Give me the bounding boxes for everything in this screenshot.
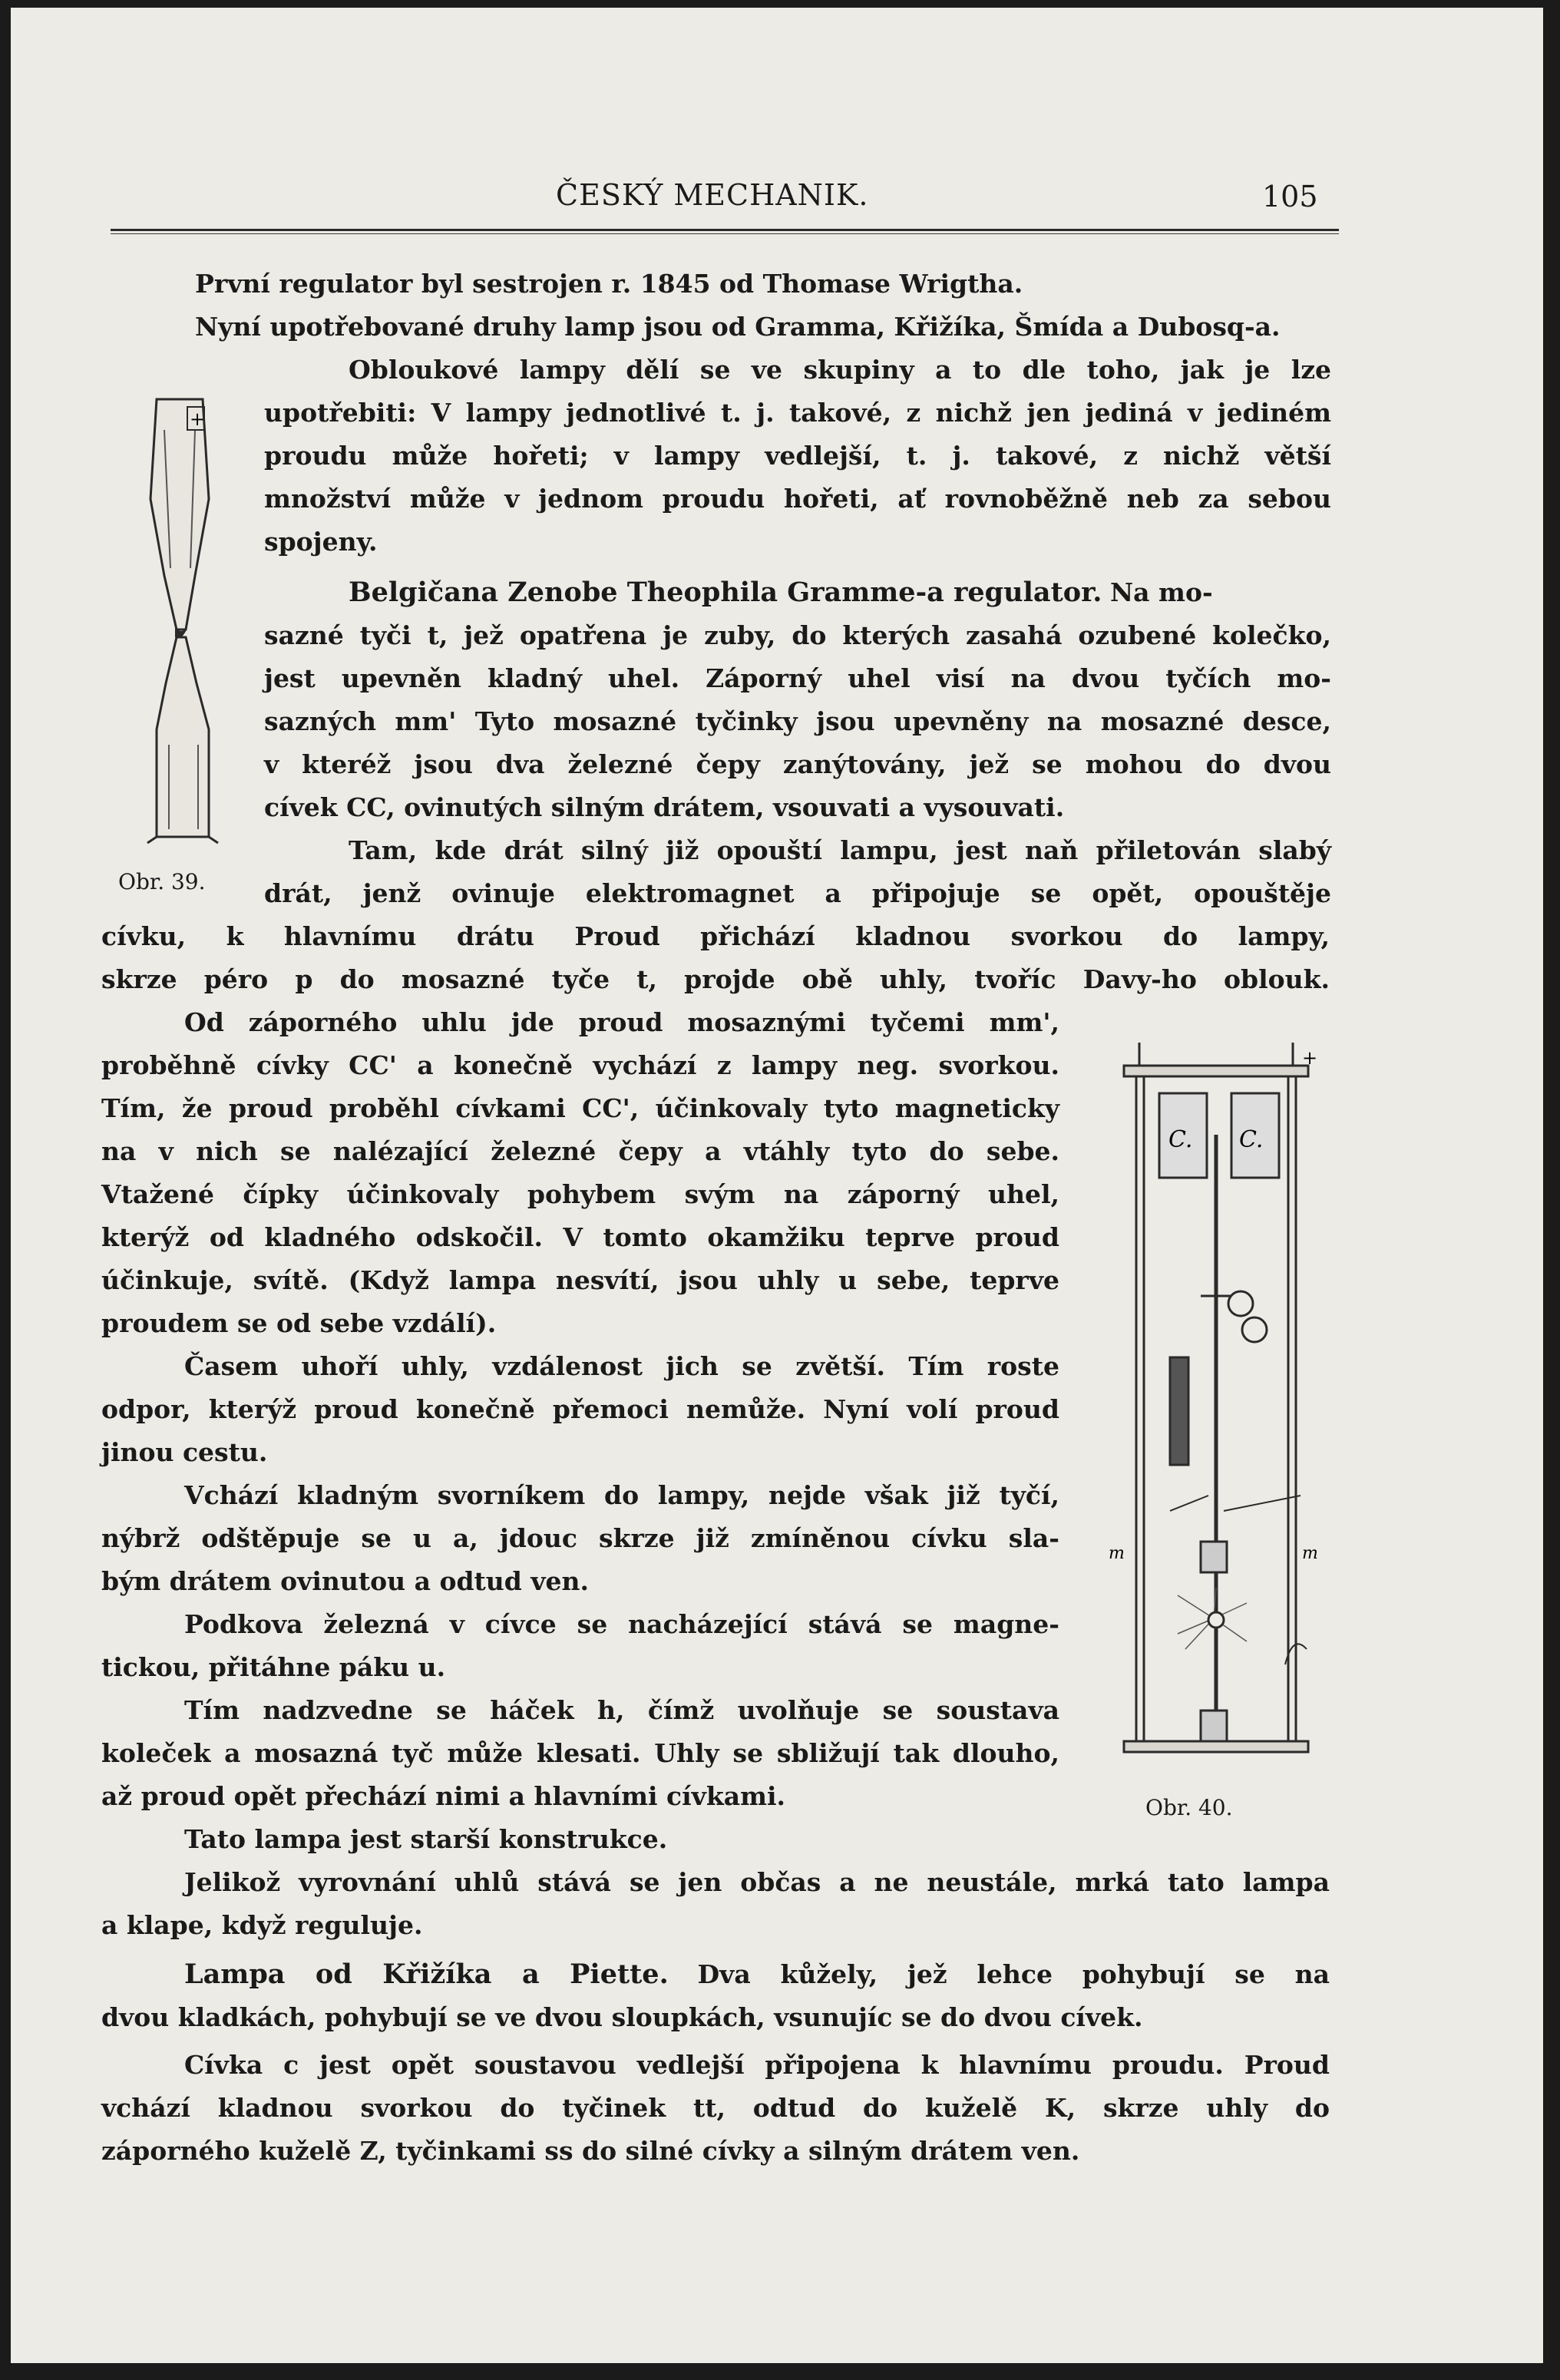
figure-39-carbon-rods [126,384,241,860]
text-line: koleček a mosazná tyč může klesati. Uhly se sbližují tak dlouho, [101,1738,1059,1768]
text-line: sazné tyči t, jež opatřena je zuby, do kterých zasahá ozubené kolečko, [264,620,1331,650]
section-heading: Lampa od Křižíka a Piette. [184,1959,669,1990]
text-span: Na mo- [1110,577,1213,607]
text-line: Tam, kde drát silný již opouští lampu, jest naň přiletován slabý [349,835,1331,865]
text-line: Časem uhoří uhly, vzdálenost jich se zvětší. Tím roste [184,1351,1059,1381]
text-line: bým drátem ovinutou a odtud ven. [101,1566,589,1596]
text-line: Vtažené čípky účinkovaly pohybem svým na záporný uhel, [101,1179,1059,1209]
lower-carbon-rod [157,637,209,837]
text-line: proudu může hořeti; v lampy vedlejší, t. j. takové, z nichž větší [264,441,1331,471]
text-line: Obloukové lampy dělí se ve skupiny a to dle toho, jak je lze [349,355,1331,385]
figure-40-caption: Obr. 40. [1145,1795,1233,1820]
text-span: Dva kůžely, jež lehce pohybují se na [697,1959,1330,1989]
text-line: Podkova železná v cívce se nacházející stává se magne- [184,1609,1059,1639]
upper-carbon-rod [150,399,209,630]
section-heading: Belgičana Zenobe Theophila Gramme-a regulator. [349,577,1102,608]
text-line: cívek CC, ovinutých silným drátem, vsouvati a vysouvati. [264,792,1065,822]
header-rule [111,229,1339,231]
text-line: a klape, když reguluje. [101,1910,423,1940]
page-number: 105 [1262,180,1318,213]
text-line: Vchází kladným svorníkem do lampy, nejde však již tyčí, [184,1480,1059,1510]
text-line: vchází kladnou svorkou do tyčinek tt, odtud do kuželě K, skrze uhly do [101,2093,1330,2123]
running-head: ČESKÝ MECHANIK. [556,178,869,212]
section-heading-line [184,1959,1330,1990]
text-line: dvou kladkách, pohybují se ve dvou sloupkách, vsunujíc se do dvou cívek. [101,2002,1143,2032]
page [11,8,1543,2363]
text-line: spojeny. [264,527,378,557]
text-line: sazných mm' Tyto mosazné tyčinky jsou upevněny na mosazné desce, [264,706,1331,736]
text-line: jest upevněn kladný uhel. Záporný uhel visí na dvou tyčích mo- [264,663,1331,693]
text-line: proběhně cívky CC' a konečně vychází z lampy neg. svorkou. [101,1050,1059,1080]
text-line: účinkuje, svítě. (Když lampa nesvítí, jsou uhly u sebe, teprve [101,1265,1059,1295]
text-line: záporného kuželě Z, tyčinkami ss do silné cívky a silným drátem ven. [101,2136,1080,2166]
label-m-left: m [1109,1544,1125,1563]
figure-39-caption: Obr. 39. [118,869,206,894]
coil-label-c2: C. [1239,1126,1264,1153]
section-heading-line [349,577,1331,608]
text-line: Tím nadzvedne se háček h, čímž uvolňuje se soustava [184,1695,1059,1725]
text-line: kterýž od kladného odskočil. V tomto okamžiku teprve proud [101,1222,1059,1252]
label-m-right: m [1302,1544,1318,1563]
text-line: množství může v jednom proudu hořeti, ať rovnoběžně neb za sebou [264,484,1331,514]
text-line: až proud opět přechází nimi a hlavními cívkami. [101,1781,786,1811]
text-line: jinou cestu. [101,1437,268,1467]
text-line: cívku, k hlavnímu drátu Proud přichází kladnou svorkou do lampy, [101,921,1330,951]
text-line: Cívka c jest opět soustavou vedlejší připojena k hlavnímu proudu. Proud [184,2050,1330,2080]
text-line: odpor, kterýž proud konečně přemoci nemůže. Nyní volí proud [101,1394,1059,1424]
text-line: Nyní upotřebované druhy lamp jsou od Gramma, Křižíka, Šmída a Dubosq-a. [195,312,1281,342]
text-line: Jelikož vyrovnání uhlů stává se jen občas a ne neustále, mrká tato lampa [184,1867,1330,1897]
text-line: na v nich se nalézající železné čepy a vtáhly tyto do sebe. [101,1136,1059,1166]
plus-label: + [190,408,206,430]
text-line: Tím, že proud proběhl cívkami CC', účinkovaly tyto magneticky [101,1093,1059,1123]
text-line: v kteréž jsou dva železné čepy zanýtovány, jež se mohou do dvou [264,749,1331,779]
text-line: Od záporného uhlu jde proud mosaznými tyčemi mm', [184,1007,1059,1037]
page-header [111,178,1339,217]
coil-label-c1: C. [1168,1126,1193,1153]
label-plus: + [1302,1047,1318,1069]
text-line: Tato lampa jest starší konstrukce. [184,1824,668,1854]
text-line: upotřebiti: V lampy jednotlivé t. j. takové, z nichž jen jediná v jediném [264,398,1331,428]
text-line: skrze péro p do mosazné tyče t, projde obě uhly, tvoříc Davy-ho oblouk. [101,964,1330,994]
figure-40-regulator [1101,1020,1324,1772]
header-rule-thin [111,233,1339,234]
text-line: První regulator byl sestrojen r. 1845 od Thomase Wrigtha. [195,269,1023,299]
text-line: nýbrž odštěpuje se u a, jdouc skrze již zmíněnou cívku sla- [101,1523,1059,1553]
text-line: drát, jenž ovinuje elektromagnet a připojuje se opět, opouštěje [264,878,1331,908]
text-line: tickou, přitáhne páku u. [101,1652,446,1682]
text-line: proudem se od sebe vzdálí). [101,1308,497,1338]
